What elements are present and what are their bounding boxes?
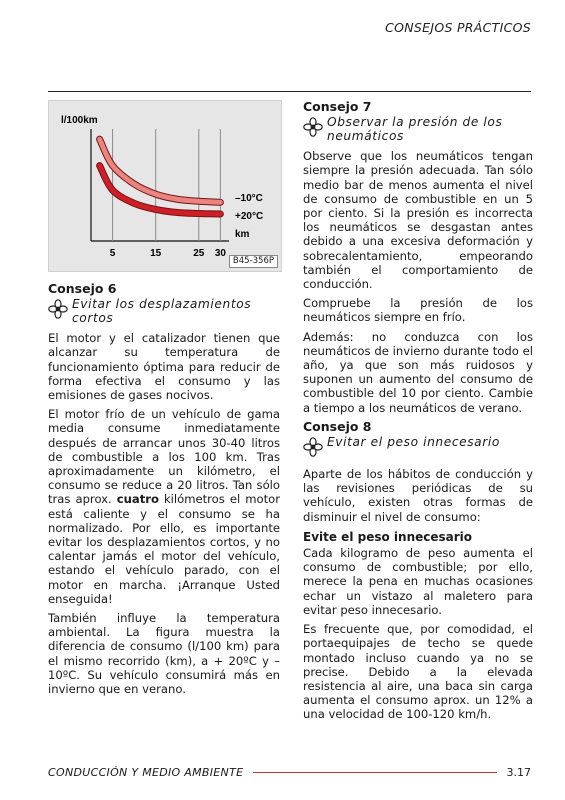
tip7-label: Consejo 7 [303,99,372,114]
consumption-chart [49,101,281,271]
x-tick-label: 5 [109,248,116,259]
flower-icon [303,437,323,457]
tip8-label: Consejo 8 [303,418,372,434]
legend-label-plus20: +20°C [235,211,264,222]
tip6-paragraph-3: También influye la temperatura ambiental. La figura muestra la diferencia de consumo (l/100 km) para el mismo recorrido (km), a + 20ºC y –10ºC. Su vehículo consumirá más en invierno que en verano. [48,611,280,697]
legend-label-minus10: –10°C [235,193,263,204]
footer-chapter: CONDUCCIÓN Y MEDIO AMBIENTE [48,766,244,779]
left-column [48,100,280,701]
page-number: 3.17 [506,766,531,779]
tip8-title: Evitar el peso innecesario [327,435,500,450]
tip8-paragraph-2: Cada kilogramo de peso aumenta el consumo de combustible; por ello, merece la pena en muchas ocasiones echar un vistazo al maletero para evitar peso innecesario. [303,546,533,617]
header-rule [48,91,531,92]
figure-code: B45-356P [229,255,278,268]
tip8-paragraph-3: Es frecuente que, por comodidad, el portaequipajes de techo se quede montado incluso cuando ya no se precise. Debido a la elevada resistencia al aire, una baca sin carga aumenta el consumo aprox. un 12% a una velocidad de 100-120 km/h. [303,622,533,722]
tip6-p2-part-a: El motor frío de un vehículo de gama media consume inmediatamente después de arrancar unos 30-40 litros de combustible a los 100 km. Tras aproximadamente un kilómetro, el consumo se reduce a 20 litros. Tan sólo tras aprox. [48,407,280,507]
consumption-figure [48,100,282,272]
x-tick-label: 15 [150,248,162,259]
footer-rule [253,772,496,773]
right-column [303,100,533,727]
running-header: CONSEJOS PRÁCTICOS [385,20,531,35]
y-axis-label: l/100km [61,115,98,126]
x-axis-label: km [235,229,250,240]
x-tick-label: 25 [193,248,205,259]
tip6-paragraph-2 [48,407,280,606]
flower-icon [48,299,68,319]
flower-icon [303,117,323,137]
emphasis-cuatro: cuatro [116,492,159,507]
page-footer [48,766,531,779]
tip6-heading [48,298,280,325]
tip6-p2-part-c: kilómetros el motor está caliente y el consumo se ha normalizado. Por ello, es importante evitar los desplazamientos cortos, y no calentar jamás el motor del vehículo, estando el vehículo parado, con el motor en marcha. ¡Arranque Usted enseguida! [48,492,280,606]
tip7-title: Observar la presión de los neumáticos [327,115,503,143]
weight-subheading: Evite el peso innecesario [303,529,473,544]
tip6-paragraph-1: El motor y el catalizador tienen que alcanzar su temperatura de funcionamiento óptima para reducir de forma efectiva el consumo y las emisiones de gases nocivos. [48,331,280,403]
tip8-paragraph-1: Aparte de los hábitos de conducción y las revisiones periódicas de su vehículo, existen otras formas de disminuir el nivel de consumo: [303,467,533,524]
tip7-heading [303,116,533,143]
tip6-label: Consejo 6 [48,281,117,296]
tip8-heading [303,436,533,457]
tip6-title: Evitar los desplazamientos cortos [72,297,252,325]
tip7-paragraph-1: Observe que los neumáticos tengan siempre la presión adecuada. Tan sólo medio bar de menos aumenta el nivel de consumo de combustible en un 5 por ciento. Si la presión es incorrecta los neumáticos se desgastan antes debido a una excesiva deformación y sobrecalentamiento, empeorando también el comportamiento de conducción. [303,149,533,292]
x-tick-label: 30 [214,248,226,259]
tip7-paragraph-2: Compruebe la presión de los neumáticos siempre en frío. [303,296,533,325]
tip7-paragraph-3: Además: no conduzca con los neumáticos de invierno durante todo el año, ya que son más ruidosos y suponen un aumento del consumo de combustible del 10 por ciento. Cambie a tiempo a los neumáticos de verano. [303,329,533,415]
